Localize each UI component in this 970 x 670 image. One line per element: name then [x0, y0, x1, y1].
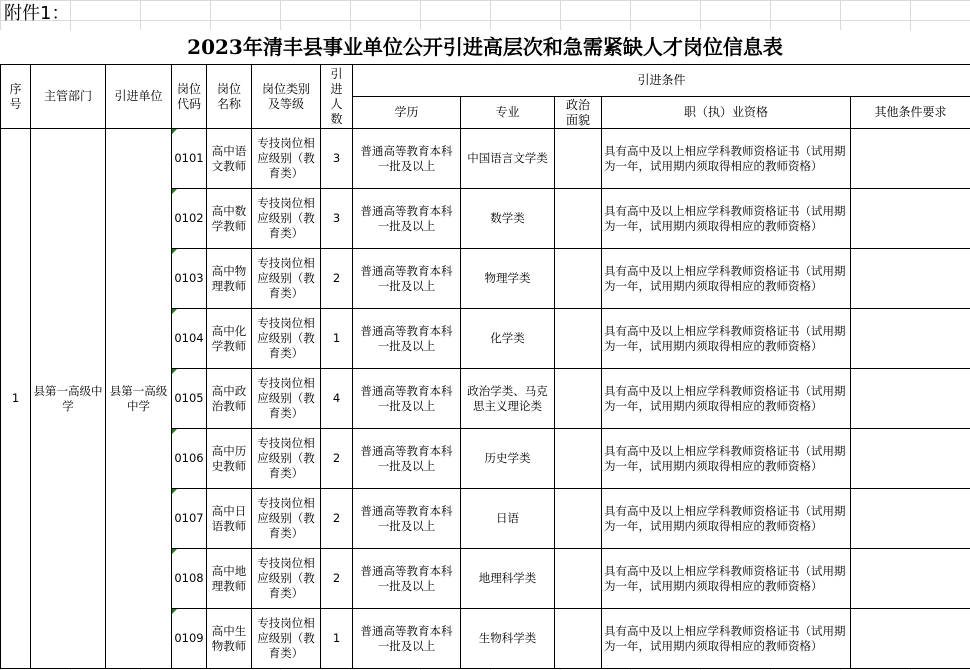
cell-qualification: 具有高中及以上相应学科教师资格证书（试用期为一年，试用期内须取得相应的教师资格） — [602, 549, 851, 609]
cell-qualification: 具有高中及以上相应学科教师资格证书（试用期为一年，试用期内须取得相应的教师资格） — [602, 129, 851, 189]
cell-count: 2 — [321, 249, 353, 309]
cell-politics — [555, 609, 602, 669]
annex-label: 附件1： — [4, 3, 70, 24]
cell-major: 日语 — [461, 489, 555, 549]
cell-post-category: 专技岗位相应级别（教育类） — [252, 189, 321, 249]
cell-post-category: 专技岗位相应级别（教育类） — [252, 429, 321, 489]
cell-other — [851, 489, 970, 549]
cell-post-name: 高中物理教师 — [207, 249, 252, 309]
header-count: 引进人数 — [321, 65, 353, 129]
cell-education: 普通高等教育本科一批及以上 — [353, 489, 461, 549]
cell-education: 普通高等教育本科一批及以上 — [353, 129, 461, 189]
cell-other — [851, 549, 970, 609]
header-post-name: 岗位名称 — [207, 65, 252, 129]
cell-major: 生物科学类 — [461, 609, 555, 669]
cell-education: 普通高等教育本科一批及以上 — [353, 549, 461, 609]
cell-other — [851, 309, 970, 369]
cell-post-code: 0101 — [172, 129, 207, 189]
cell-post-name: 高中地理教师 — [207, 549, 252, 609]
cell-post-code: 0103 — [172, 249, 207, 309]
header-education: 学历 — [353, 97, 461, 129]
cell-count: 2 — [321, 489, 353, 549]
page-title: 2023年清丰县事业单位公开引进高层次和急需紧缺人才岗位信息表 — [0, 30, 970, 64]
cell-post-category: 专技岗位相应级别（教育类） — [252, 129, 321, 189]
cell-count: 2 — [321, 429, 353, 489]
header-other: 其他条件要求 — [851, 97, 970, 129]
cell-major: 中国语言文学类 — [461, 129, 555, 189]
cell-count: 1 — [321, 309, 353, 369]
cell-education: 普通高等教育本科一批及以上 — [353, 309, 461, 369]
cell-post-code: 0106 — [172, 429, 207, 489]
table-row — [1, 129, 970, 189]
cell-other — [851, 609, 970, 669]
cell-other — [851, 189, 970, 249]
cell-politics — [555, 369, 602, 429]
cell-qualification: 具有高中及以上相应学科教师资格证书（试用期为一年，试用期内须取得相应的教师资格） — [602, 189, 851, 249]
header-unit: 引进单位 — [106, 65, 172, 129]
cell-major: 化学类 — [461, 309, 555, 369]
cell-other — [851, 249, 970, 309]
cell-major: 政治学类、马克思主义理论类 — [461, 369, 555, 429]
cell-department: 县第一高级中学 — [31, 129, 106, 669]
cell-post-category: 专技岗位相应级别（教育类） — [252, 609, 321, 669]
header-post-category: 岗位类别及等级 — [252, 65, 321, 129]
cell-qualification: 具有高中及以上相应学科教师资格证书（试用期为一年，试用期内须取得相应的教师资格） — [602, 369, 851, 429]
cell-major: 历史学类 — [461, 429, 555, 489]
cell-other — [851, 369, 970, 429]
header-politics: 政治面貌 — [555, 97, 602, 129]
cell-count: 3 — [321, 129, 353, 189]
header-department: 主管部门 — [31, 65, 106, 129]
cell-post-code: 0108 — [172, 549, 207, 609]
cell-qualification: 具有高中及以上相应学科教师资格证书（试用期为一年，试用期内须取得相应的教师资格） — [602, 609, 851, 669]
cell-major: 数学类 — [461, 189, 555, 249]
cell-politics — [555, 429, 602, 489]
cell-post-name: 高中政治教师 — [207, 369, 252, 429]
cell-post-name: 高中语文教师 — [207, 129, 252, 189]
cell-education: 普通高等教育本科一批及以上 — [353, 249, 461, 309]
cell-post-category: 专技岗位相应级别（教育类） — [252, 249, 321, 309]
cell-qualification: 具有高中及以上相应学科教师资格证书（试用期为一年，试用期内须取得相应的教师资格） — [602, 309, 851, 369]
cell-other — [851, 129, 970, 189]
cell-post-name: 高中历史教师 — [207, 429, 252, 489]
cell-post-category: 专技岗位相应级别（教育类） — [252, 369, 321, 429]
cell-other — [851, 429, 970, 489]
cell-major: 地理科学类 — [461, 549, 555, 609]
cell-politics — [555, 489, 602, 549]
cell-education: 普通高等教育本科一批及以上 — [353, 609, 461, 669]
cell-count: 3 — [321, 189, 353, 249]
cell-count: 4 — [321, 369, 353, 429]
cell-politics — [555, 549, 602, 609]
positions-table — [0, 64, 970, 669]
cell-post-category: 专技岗位相应级别（教育类） — [252, 489, 321, 549]
cell-post-name: 高中数学教师 — [207, 189, 252, 249]
cell-post-name: 高中化学教师 — [207, 309, 252, 369]
cell-politics — [555, 249, 602, 309]
header-qualification: 职（执）业资格 — [602, 97, 851, 129]
cell-education: 普通高等教育本科一批及以上 — [353, 189, 461, 249]
cell-politics — [555, 129, 602, 189]
cell-post-code: 0107 — [172, 489, 207, 549]
cell-seq: 1 — [1, 129, 31, 669]
cell-post-code: 0109 — [172, 609, 207, 669]
cell-education: 普通高等教育本科一批及以上 — [353, 369, 461, 429]
cell-qualification: 具有高中及以上相应学科教师资格证书（试用期为一年，试用期内须取得相应的教师资格） — [602, 489, 851, 549]
cell-politics — [555, 189, 602, 249]
cell-qualification: 具有高中及以上相应学科教师资格证书（试用期为一年，试用期内须取得相应的教师资格） — [602, 429, 851, 489]
cell-post-code: 0104 — [172, 309, 207, 369]
cell-major: 物理学类 — [461, 249, 555, 309]
cell-post-name: 高中日语教师 — [207, 489, 252, 549]
cell-unit: 县第一高级中学 — [106, 129, 172, 669]
cell-post-code: 0102 — [172, 189, 207, 249]
cell-count: 1 — [321, 609, 353, 669]
header-post-code: 岗位代码 — [172, 65, 207, 129]
header-major: 专业 — [461, 97, 555, 129]
cell-politics — [555, 309, 602, 369]
cell-qualification: 具有高中及以上相应学科教师资格证书（试用期为一年，试用期内须取得相应的教师资格） — [602, 249, 851, 309]
cell-count: 2 — [321, 549, 353, 609]
cell-post-name: 高中生物教师 — [207, 609, 252, 669]
cell-post-category: 专技岗位相应级别（教育类） — [252, 549, 321, 609]
cell-post-category: 专技岗位相应级别（教育类） — [252, 309, 321, 369]
header-conditions: 引进条件 — [353, 65, 970, 97]
cell-education: 普通高等教育本科一批及以上 — [353, 429, 461, 489]
cell-post-code: 0105 — [172, 369, 207, 429]
header-seq: 序号 — [1, 65, 31, 129]
